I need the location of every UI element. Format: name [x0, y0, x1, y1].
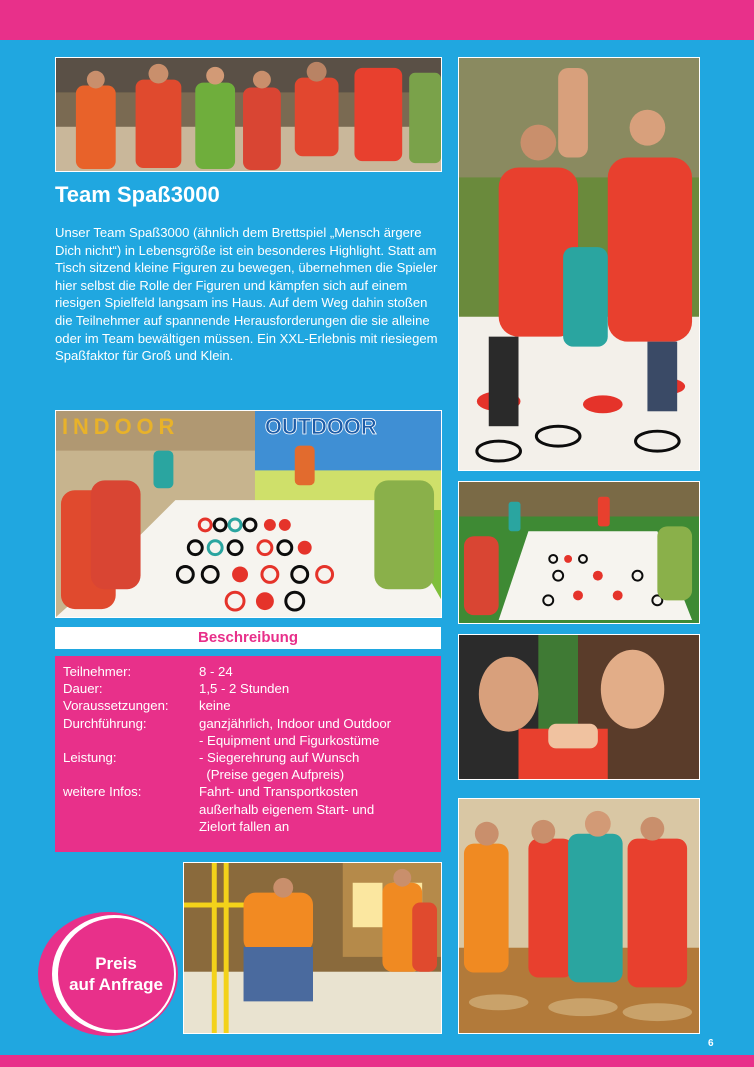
info-value: [199, 663, 433, 680]
badge-line-2: auf Anfrage: [69, 975, 163, 994]
info-value: [199, 715, 433, 749]
info-value: [199, 783, 433, 835]
info-value-line: 1,5 - 2 Stunden: [199, 681, 290, 697]
info-key: Dauer:: [63, 681, 103, 697]
info-value-line: Zielort fallen an: [199, 818, 290, 834]
info-row: [63, 697, 433, 714]
info-key: Leistung:: [63, 750, 117, 766]
top-band: [0, 0, 754, 40]
info-row: [63, 663, 433, 680]
info-value-line: 8 - 24: [199, 664, 233, 679]
bottom-band: [0, 1055, 754, 1067]
info-key: Durchführung:: [63, 715, 147, 731]
intro-text: Unser Team Spaß3000 (ähnlich dem Brettspiel „Mensch ärgere Dich nicht“) in Lebensgröße ist ein besonderes Highlight. Statt am Tisch sitzend kleine Figuren zu bewegen, übernehmen die Spieler hier selbst die Rolle der Figuren und kämpfen sich auf einem riesigen Spielfeld langsam ins Haus. Auf dem Weg dahin stoßen die Teilnehmer auf spannende Herausforderungen die sie alleine oder im Team bewältigen müssen. Ein XXL-Erlebnis mit riesiegem Spaßfaktor für Groß und Klein.: [55, 225, 438, 364]
page-title: Team Spaß3000: [55, 182, 220, 207]
photo-closeup-task: [458, 634, 700, 780]
indoor-label: INDOOR: [61, 413, 180, 439]
photo-balance-boards: [458, 798, 700, 1034]
info-value-line: - Equipment und Figurkostüme: [199, 732, 380, 748]
info-value-line: - Siegerehrung auf Wunsch: [199, 750, 360, 766]
info-value-line: Fahrt- und Transportkosten: [199, 784, 359, 800]
price-badge: [38, 912, 178, 1036]
info-row: [63, 715, 433, 749]
info-row: [63, 749, 433, 783]
info-row: [63, 783, 433, 835]
badge-text: [58, 918, 174, 1030]
info-value: [199, 697, 433, 714]
info-box: [55, 656, 441, 852]
info-value-line: ganzjährlich, Indoor und Outdoor: [199, 715, 392, 731]
description-header: Beschreibung: [55, 627, 441, 649]
photo-indoor-outdoor-collage: [55, 410, 442, 618]
photo-limbo: [183, 862, 442, 1034]
badge-line-1: Preis: [95, 954, 137, 973]
photo-gym-board: [458, 481, 700, 624]
info-row: [63, 680, 433, 697]
info-key: weitere Infos:: [63, 784, 142, 800]
info-value: [199, 680, 433, 697]
photo-group-costumes: [55, 57, 442, 172]
photo-high-five: [458, 57, 700, 471]
outdoor-label: OUTDOOR: [264, 413, 377, 439]
info-key: Teilnehmer:: [63, 664, 132, 679]
info-value-line: keine: [199, 698, 231, 714]
info-value-line: außerhalb eigenem Start- und: [199, 801, 375, 817]
info-value-line: (Preise gegen Aufpreis): [199, 767, 345, 783]
page-number: 6: [708, 1038, 714, 1049]
info-key: Voraussetzungen:: [63, 698, 169, 714]
info-value: [199, 749, 433, 783]
